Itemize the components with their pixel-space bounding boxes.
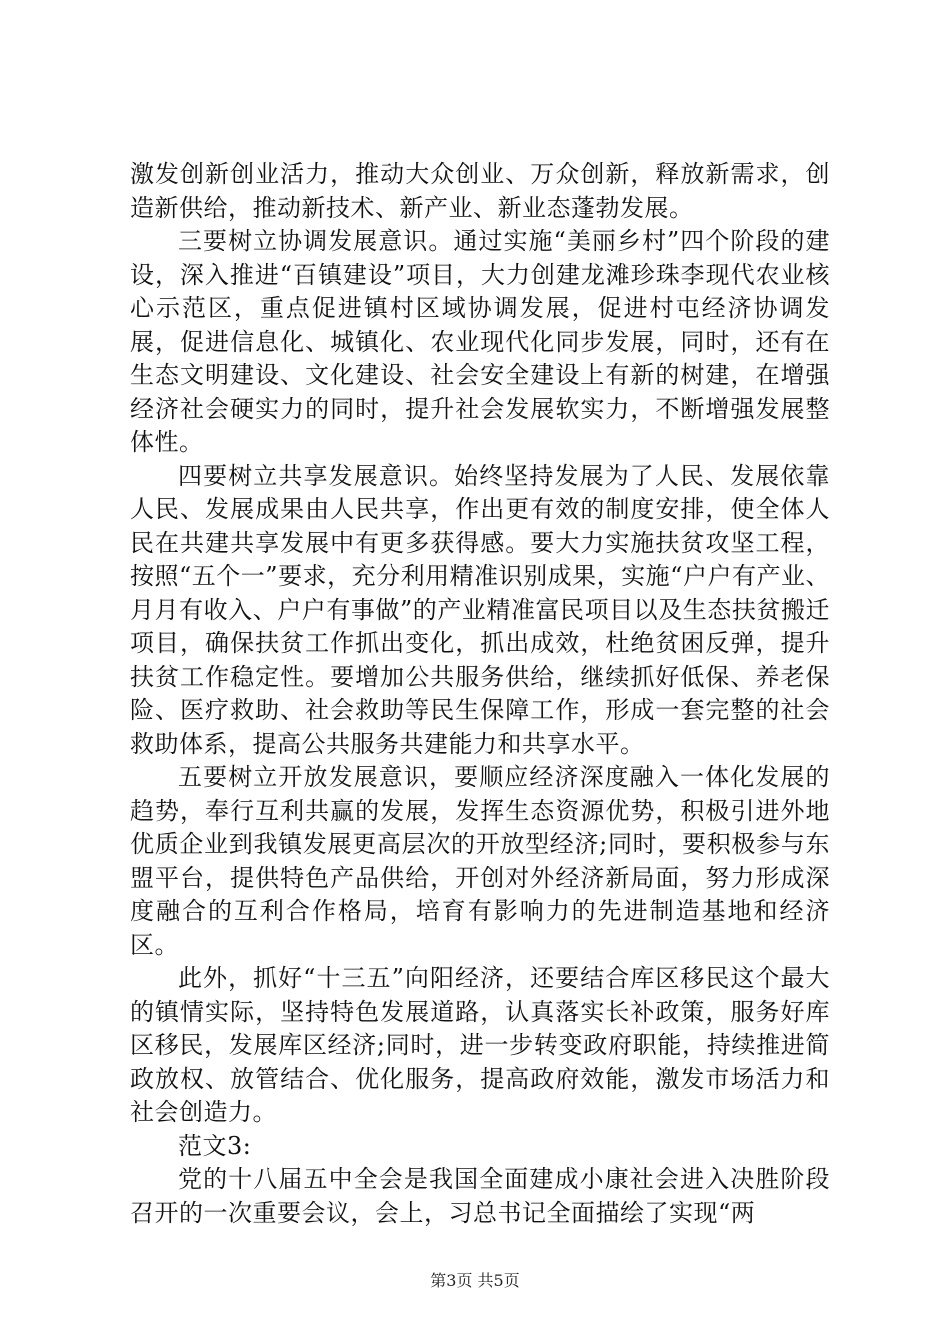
- section-heading-fanwen-3: 范文3:: [178, 1131, 252, 1160]
- page-footer: [0, 1268, 950, 1291]
- document-body: [130, 158, 830, 1230]
- paragraph-4: 五要树立开放发展意识，要顺应经济深度融入一体化发展的趋势，奉行互利共赢的发展，发挥生态资源优势，积极引进外地优质企业到我镇发展更高层次的开放型经济;同时，要积极参与东盟平台，提供特色产品供给，开创对外经济新局面，努力形成深度融合的互利合作格局，培育有影响力的先进制造基地和经济区。: [130, 763, 830, 959]
- paragraph-5: 此外，抓好“十三五”向阳经济，还要结合库区移民这个最大的镇情实际，坚持特色发展道路，认真落实长补政策，服务好库区移民，发展库区经济;同时，进一步转变政府职能，持续推进简政放权、放管结合、优化服务，提高政府效能，激发市场活力和社会创造力。: [130, 964, 830, 1126]
- paragraph-3: 四要树立共享发展意识。始终坚持发展为了人民、发展依靠人民、发展成果由人民共享，作出更有效的制度安排，使全体人民在共建共享发展中有更多获得感。要大力实施扶贫攻坚工程，按照“五个一”要求，充分利用精准识别成果，实施“户户有产业、月月有收入、户户有事做”的产业精准富民项目以及生态扶贫搬迁项目，确保扶贫工作抓出变化，抓出成效，杜绝贫困反弹，提升扶贫工作稳定性。要增加公共服务供给，继续抓好低保、养老保险、医疗救助、社会救助等民生保障工作，形成一套完整的社会救助体系，提高公共服务共建能力和共享水平。: [130, 461, 830, 758]
- paragraph-6: 党的十八届五中全会是我国全面建成小康社会进入决胜阶段召开的一次重要会议，会上，习总书记全面描绘了实现“两: [130, 1165, 830, 1227]
- page-number: 第3页 共5页: [430, 1271, 520, 1290]
- paragraph-1: 激发创新创业活力，推动大众创业、万众创新，释放新需求，创造新供给，推动新技术、新产业、新业态蓬勃发展。: [130, 160, 830, 222]
- paragraph-2: 三要树立协调发展意识。通过实施“美丽乡村”四个阶段的建设，深入推进“百镇建设”项目，大力创建龙滩珍珠李现代农业核心示范区，重点促进镇村区域协调发展，促进村屯经济协调发展，促进信息化、城镇化、农业现代化同步发展，同时，还有在生态文明建设、文化建设、社会安全建设上有新的树建，在增强经济社会硬实力的同时，提升社会发展软实力，不断增强发展整体性。: [130, 227, 830, 456]
